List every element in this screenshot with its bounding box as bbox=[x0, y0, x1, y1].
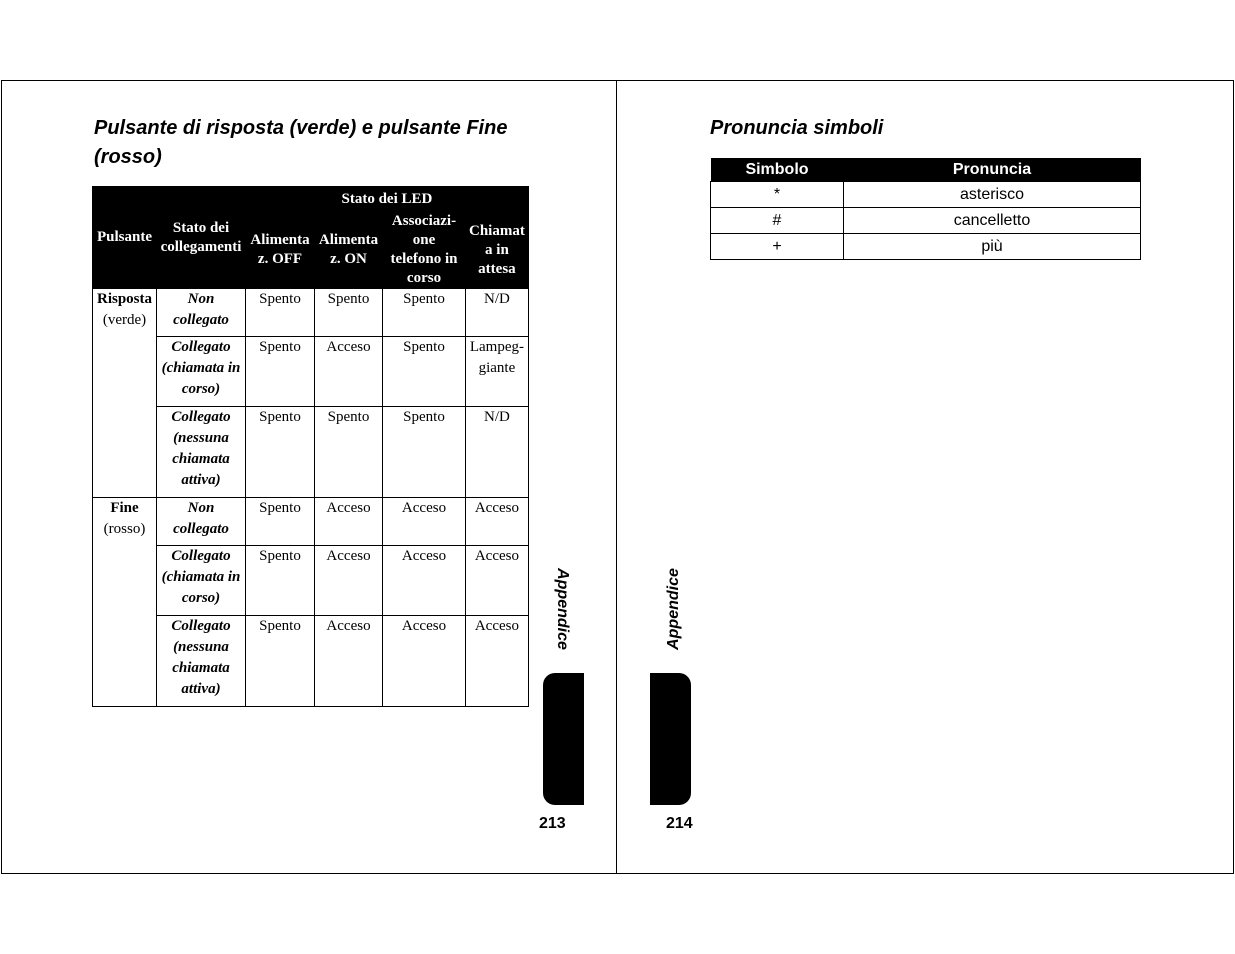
table-row bbox=[711, 208, 1141, 234]
pronunciation-cell: cancelletto bbox=[844, 208, 1141, 234]
led-value: Spento bbox=[246, 498, 315, 546]
led-value: Acceso bbox=[315, 616, 383, 707]
led-value: Acceso bbox=[315, 337, 383, 407]
header-button: Pulsante bbox=[93, 187, 157, 289]
header-led-col: Alimenta z. ON bbox=[315, 212, 383, 289]
header-symbol: Simbolo bbox=[711, 158, 844, 182]
header-led-col: Associazi- one telefono in corso bbox=[383, 212, 466, 289]
led-value: Spento bbox=[246, 337, 315, 407]
table-row bbox=[93, 289, 529, 337]
led-value: Spento bbox=[246, 407, 315, 498]
symbol-cell: + bbox=[711, 234, 844, 260]
led-value: Spento bbox=[383, 289, 466, 337]
led-value: Acceso bbox=[466, 498, 529, 546]
state-cell: Non collegato bbox=[157, 289, 246, 337]
button-cell bbox=[93, 289, 157, 498]
table-row bbox=[711, 234, 1141, 260]
table-row bbox=[711, 182, 1141, 208]
pronunciation-cell: più bbox=[844, 234, 1141, 260]
button-color: (verde) bbox=[102, 312, 147, 328]
section-tab-left bbox=[543, 673, 584, 805]
button-color: (rosso) bbox=[103, 521, 146, 537]
symbol-cell: # bbox=[711, 208, 844, 234]
led-status-table bbox=[92, 186, 529, 707]
state-cell: Non collegato bbox=[157, 498, 246, 546]
table-row bbox=[93, 407, 529, 498]
pronunciation-cell: asterisco bbox=[844, 182, 1141, 208]
led-value: N/D bbox=[466, 289, 529, 337]
page-title-right: Pronuncia simboli bbox=[710, 117, 884, 139]
table-row bbox=[93, 546, 529, 616]
section-label-right: Appendice bbox=[665, 568, 682, 650]
header-pronunciation: Pronuncia bbox=[844, 158, 1141, 182]
button-name: Risposta bbox=[96, 291, 152, 307]
header-led-col: Chiamat a in attesa bbox=[466, 212, 529, 289]
led-value: N/D bbox=[466, 407, 529, 498]
page-number-left: 213 bbox=[539, 815, 566, 832]
section-tab-right bbox=[650, 673, 691, 805]
led-value: Acceso bbox=[466, 546, 529, 616]
symbol-cell: * bbox=[711, 182, 844, 208]
state-cell: Collegato (chiamata in corso) bbox=[157, 546, 246, 616]
led-value: Spento bbox=[383, 337, 466, 407]
button-cell bbox=[93, 498, 157, 707]
state-cell: Collegato (nessuna chiamata attiva) bbox=[157, 616, 246, 707]
led-value: Acceso bbox=[383, 546, 466, 616]
symbol-pronunciation-table bbox=[710, 158, 1141, 260]
led-value: Spento bbox=[383, 407, 466, 498]
led-value: Spento bbox=[246, 289, 315, 337]
page-title-left: Pulsante di risposta (verde) e pulsante Fine (rosso) bbox=[94, 117, 508, 168]
page-number-right: 214 bbox=[666, 815, 693, 832]
led-value: Acceso bbox=[315, 498, 383, 546]
led-value: Lampeg- giante bbox=[466, 337, 529, 407]
table-row bbox=[93, 498, 529, 546]
header-state: Stato dei collegamenti bbox=[157, 187, 246, 289]
header-led-group: Stato dei LED bbox=[246, 187, 529, 212]
led-value: Spento bbox=[246, 546, 315, 616]
section-label-left: Appendice bbox=[554, 568, 571, 650]
table-row bbox=[93, 337, 529, 407]
led-value: Spento bbox=[315, 289, 383, 337]
header-led-col: Alimenta z. OFF bbox=[246, 212, 315, 289]
state-cell: Collegato (nessuna chiamata attiva) bbox=[157, 407, 246, 498]
led-value: Acceso bbox=[466, 616, 529, 707]
led-value: Acceso bbox=[383, 498, 466, 546]
led-value: Acceso bbox=[383, 616, 466, 707]
led-value: Acceso bbox=[315, 546, 383, 616]
led-value: Spento bbox=[315, 407, 383, 498]
page-divider bbox=[616, 80, 617, 874]
state-cell: Collegato (chiamata in corso) bbox=[157, 337, 246, 407]
led-value: Spento bbox=[246, 616, 315, 707]
table-row bbox=[93, 616, 529, 707]
button-name: Fine bbox=[110, 500, 139, 516]
